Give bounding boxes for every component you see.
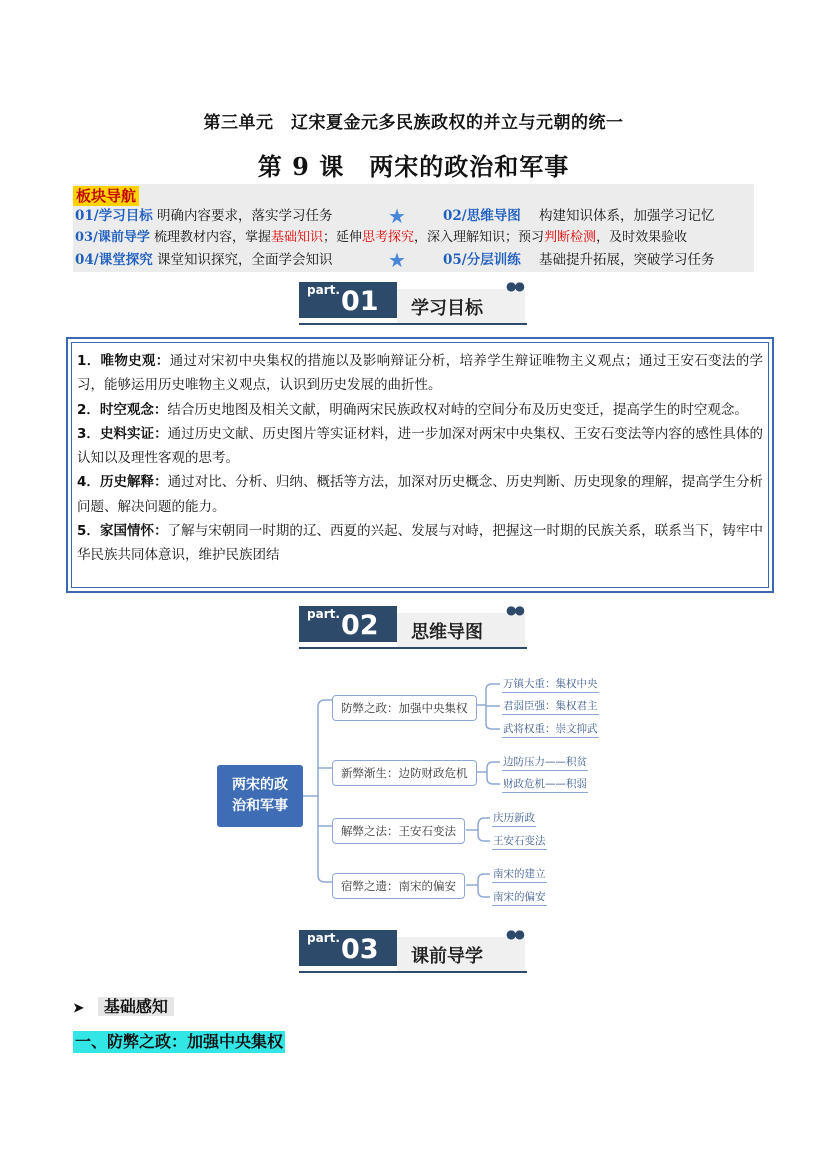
nav-text-01: 明确内容要求，落实学习任务: [157, 208, 333, 224]
nav-code-02[interactable]: 02/思维导图: [443, 208, 521, 224]
nav-text-03d: ，及时效果验收: [596, 230, 688, 245]
section-heading: ➤ 基础感知: [73, 994, 174, 1020]
part-tag: part.: [307, 607, 340, 621]
objective-item: 5．家国情怀：了解与宋朝同一时期的辽、西夏的兴起、发展与对峙，把握这一时期的民族关系，联系当下，铸牢中华民族共同体意识，维护民族团结: [77, 523, 763, 564]
nav-code-04[interactable]: 04/课堂探究: [75, 252, 153, 268]
decor-dots-icon: ●●: [506, 279, 523, 293]
mindmap-branch-1: 防弊之政：加强中央集权: [332, 695, 477, 721]
mindmap-leaf: 万镇大重：集权中央: [502, 676, 599, 693]
part-title: 课前导学: [411, 946, 483, 967]
star-icon: ★: [388, 248, 406, 272]
mindmap-branch-2: 新弊渐生：边防财政危机: [332, 760, 477, 786]
nav-heading: 板块导航: [73, 186, 139, 206]
part-tag: part.: [307, 283, 340, 297]
objective-item: 3．史料实证：通过历史文献、历史图片等实证材料，进一步加深对两宋中央集权、王安石变法等内容的感性具体的认知以及理性客观的思考。: [77, 425, 763, 467]
mindmap-leaf: 边防压力——积贫: [502, 754, 588, 771]
mindmap-branch-4: 宿弊之遗：南宋的偏安: [332, 873, 465, 899]
objective-item: 2．时空观念：结合历史地图及相关文献，明确两宋民族政权对峙的空间分布及历史变迁，提高学生的时空观念。: [77, 401, 748, 418]
nav-text-03c: ，深入理解知识；预习: [414, 230, 545, 245]
mindmap-leaf: 武将权重：崇文抑武: [502, 721, 599, 738]
part-number: 02: [341, 610, 379, 641]
lesson-title: 第 9 课 两宋的政治和军事: [257, 152, 570, 181]
nav-code-03[interactable]: 03/课前导学: [75, 230, 150, 245]
unit-title: 第三单元 辽宋夏金元多民族政权的并立与元朝的统一: [203, 113, 624, 133]
arrow-right-icon: ➤: [73, 1001, 84, 1016]
nav-code-05[interactable]: 05/分层训练: [443, 252, 521, 268]
decor-dots-icon: ●●: [506, 927, 523, 941]
part-tag: part.: [307, 931, 340, 945]
nav-text-02: 构建知识体系，加强学习记忆: [539, 208, 715, 224]
mindmap-leaf: 王安石变法: [492, 833, 547, 850]
part-title: 学习目标: [411, 298, 483, 319]
mindmap-leaf: 财政危机——积弱: [502, 776, 588, 793]
mindmap-leaf: 君弱臣强：集权君主: [502, 698, 599, 715]
nav-highlight-check: 判断检测: [544, 230, 597, 245]
objective-item: 4．历史解释：通过对比、分析、归纳、概括等方法，加深对历史概念、历史判断、历史现象的理解，提高学生分析问题、解决问题的能力。: [77, 474, 763, 515]
nav-text-05: 基础提升拓展，突破学习任务: [539, 252, 715, 268]
mindmap-branch-3: 解弊之法：王安石变法: [332, 818, 465, 844]
mindmap-leaf: 庆历新政: [492, 810, 536, 827]
part-title: 思维导图: [411, 622, 483, 643]
star-icon: ★: [388, 204, 406, 228]
nav-text-03b: ；延伸: [323, 230, 363, 245]
mindmap-leaf: 南宋的偏安: [492, 889, 547, 906]
part-banner-03: [299, 927, 529, 974]
part-number: 03: [341, 934, 379, 965]
nav-highlight-basic: 基础知识: [271, 230, 324, 245]
mindmap-root: 两宋的政 治和军事: [217, 765, 303, 827]
part-number: 01: [341, 286, 379, 317]
nav-text-04: 课堂知识探究，全面学会知识: [157, 252, 333, 268]
nav-text-03a: 梳理教材内容，掌握: [153, 230, 271, 245]
nav-code-01[interactable]: 01/学习目标: [75, 208, 153, 224]
subsection-heading: 一、防弊之政：加强中央集权: [75, 1032, 284, 1051]
nav-highlight-think: 思考探究: [362, 230, 415, 245]
decor-dots-icon: ●●: [506, 603, 523, 617]
objective-item: 1．唯物史观：通过对宋初中央集权的措施以及影响辩证分析，培养学生辩证唯物主义观点；通过王安石变法的学习，能够运用历史唯物主义观点，认识到历史发展的曲折性。: [77, 353, 763, 394]
mindmap-leaf: 南宋的建立: [492, 866, 547, 883]
